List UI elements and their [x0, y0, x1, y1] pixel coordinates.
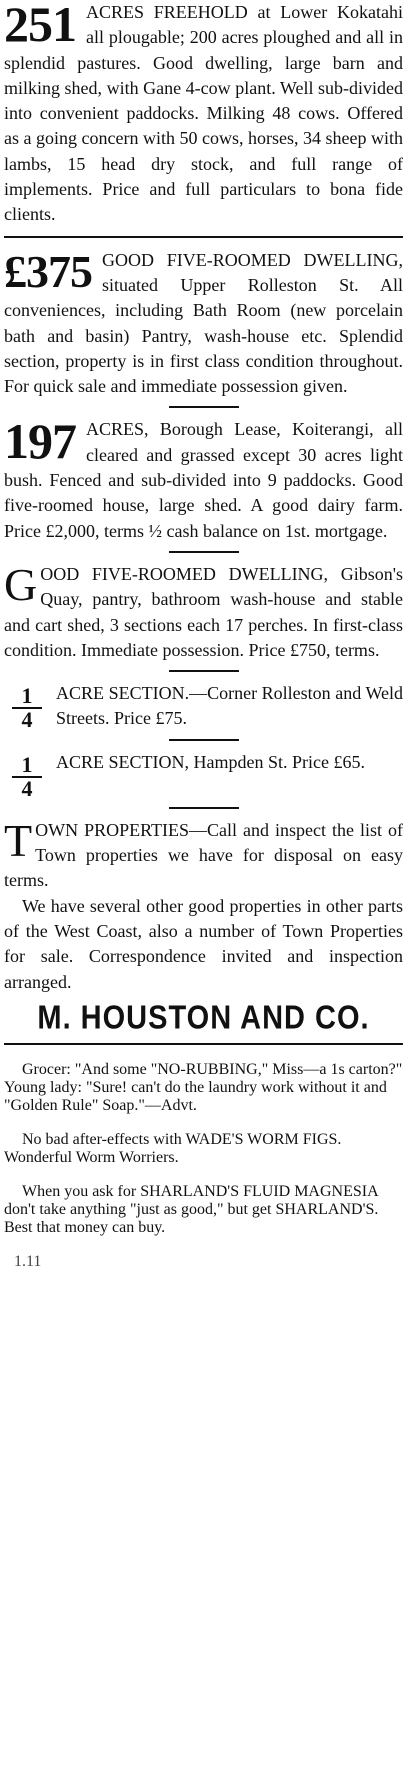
ad-body: OWN PROPERTIES—Call and inspect the list of Town properties we have for disposal on easy terms. — [4, 819, 403, 891]
fraction-denominator: 4 — [21, 707, 33, 733]
ad-body: ACRE SECTION, Hampden St. Price £65. — [56, 751, 365, 772]
notice-text: Grocer: "And some "NO-RUBBING," Miss—a 1s carton?" Young lady: "Sure! can't do the laundry work without it and "Golden Rule" Soap."—Advt. — [4, 1060, 403, 1114]
section-divider — [4, 1043, 403, 1045]
ad-drop-cap: G — [4, 558, 38, 610]
fraction-denominator: 4 — [21, 775, 33, 801]
fraction-numerator: 1 — [12, 685, 42, 709]
short-divider — [169, 807, 239, 809]
ad-body: ACRES FREEHOLD at Lower Kokatahi all plougable; 200 acres ploughed and all in splendid pastures. Good dwelling, large barn and milking shed, with Gane 4-cow plant. Well sub-divided into convenient paddocks. Milking 48 cows. Offered as a going concern with 50 cows, horses, 34 sheep with lambs, 15 head dry stock, and full range of implements. Price and full particulars to bona fide clients. — [4, 2, 403, 225]
notice-wades-worm-figs — [4, 1131, 403, 1167]
ad-gibsons-quay-dwelling — [4, 558, 403, 663]
notice-no-rubbing — [4, 1061, 403, 1115]
short-divider — [169, 670, 239, 672]
ad-koiterangi-farm — [4, 413, 403, 543]
fraction-numerator: 1 — [12, 754, 42, 778]
quarter-fraction — [12, 751, 42, 801]
ad-headline-number: 197 — [4, 413, 76, 470]
ad-body-continued: We have several other good properties in other parts of the West Coast, also a number of Town Properties for sale. Correspondence invited and inspection arranged. — [4, 895, 403, 992]
section-divider — [4, 236, 403, 238]
quarter-fraction — [12, 685, 42, 731]
ad-town-properties — [4, 814, 403, 995]
ad-body: ACRE SECTION.—Corner Rolleston and Weld Streets. Price £75. — [56, 683, 403, 729]
notice-text: When you ask for SHARLAND'S FLUID MAGNESIA don't take anything "just as good," but get SHARLAND'S. Best that money can buy. — [4, 1182, 379, 1236]
ad-drop-cap: T — [4, 814, 33, 866]
ad-hampden-section — [4, 750, 403, 800]
advertiser-signature: M. HOUSTON AND CO. — [37, 999, 370, 1037]
ad-headline-number: 251 — [4, 0, 76, 52]
ad-body: OOD FIVE-ROOMED DWELLING, Gibson's Quay, pantry, bathroom wash-house and stable and cart shed, 3 sections each 17 perches. In first-class condition. Immediate possession. Price £750, terms. — [4, 563, 403, 660]
notice-sharlands-magnesia — [4, 1183, 403, 1237]
ad-headline-price: £375 — [4, 245, 92, 297]
short-divider — [169, 406, 239, 408]
ad-body: ACRES, Borough Lease, Koiterangi, all cleared and grassed except 30 acres light bush. Fenced and sub-divided into 9 paddocks. Good five-roomed house, large shed. A good dairy farm. Price £2,000, terms ½ cash balance on 1st. mortgage. — [4, 419, 403, 541]
ad-lower-kokatahi-farm — [4, 0, 403, 228]
notice-text: No bad after-effects with WADE'S WORM FIGS. Wonderful Worm Worriers. — [4, 1130, 342, 1166]
ad-rolleston-dwelling — [4, 245, 403, 400]
short-divider — [169, 551, 239, 553]
ad-body: GOOD FIVE-ROOMED DWELLING, situated Upper Rolleston St. All conveniences, including Bath Room (new porcelain bath and basin) Pantry, wash-house etc. Splendid section, property is in first class condition throughout. For quick sale and immediate possession given. — [4, 249, 403, 397]
short-divider — [169, 739, 239, 741]
ad-rolleston-weld-section — [4, 681, 403, 732]
trailing-fragment: 1.11 — [14, 1252, 42, 1270]
